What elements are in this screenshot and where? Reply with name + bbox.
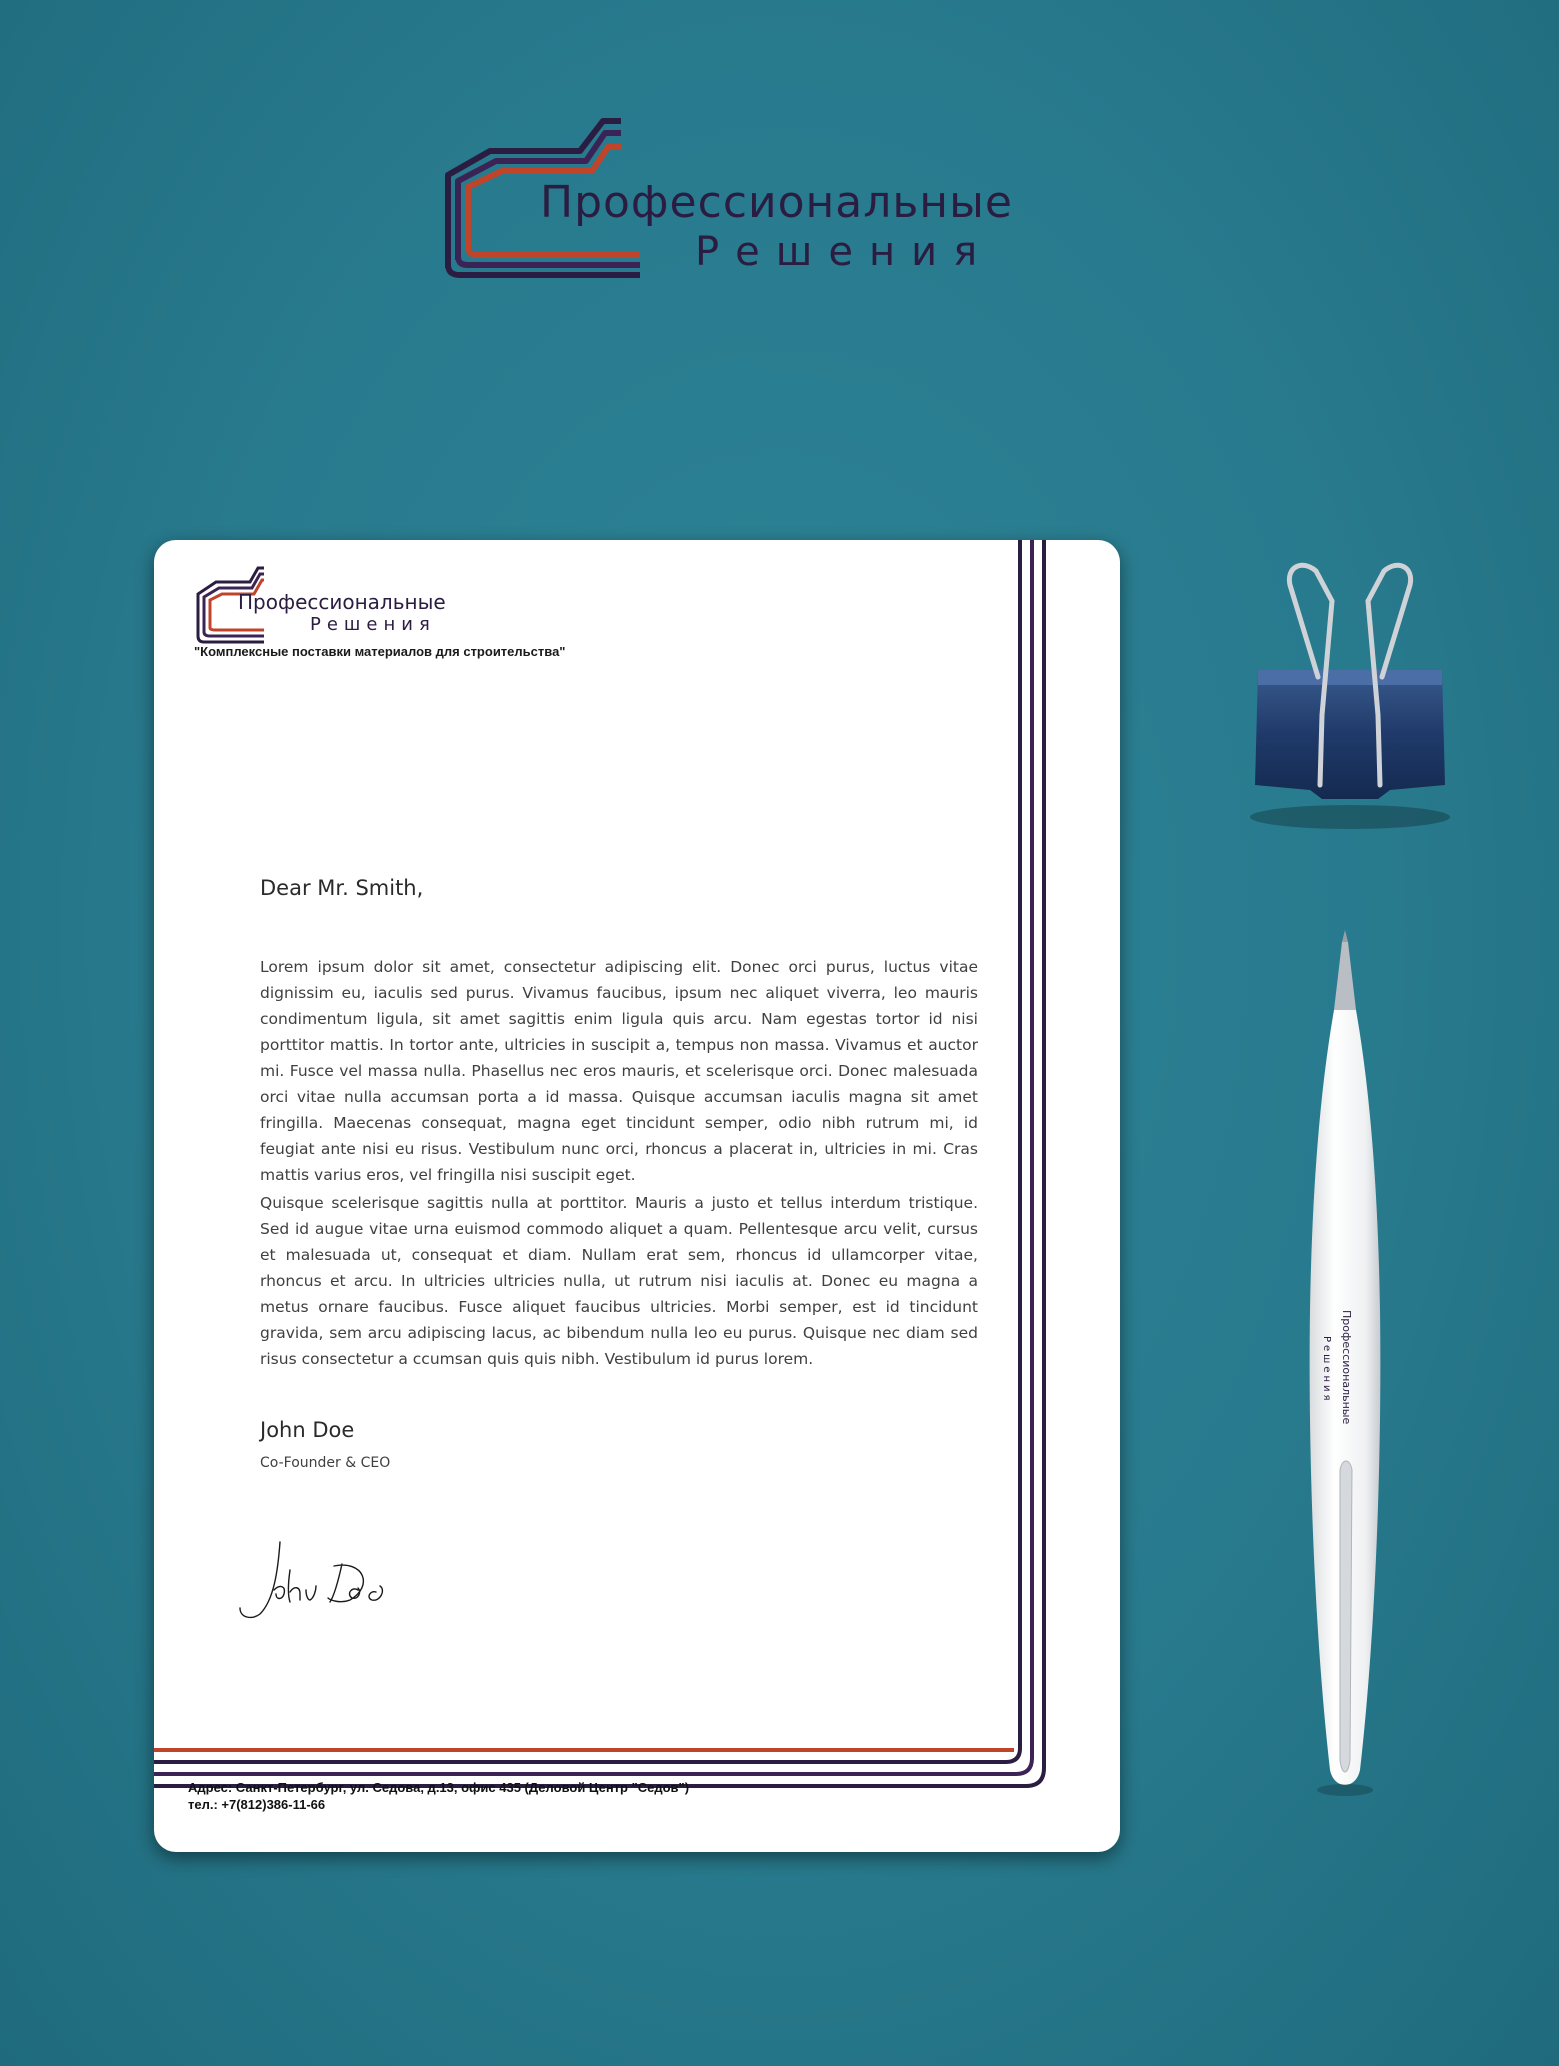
sheet-brand-line1: Профессиональные [238, 590, 446, 614]
signer-role: Co-Founder & CEO [260, 1455, 391, 1471]
pen-logo [1321, 1270, 1370, 1440]
brand-name-line2: Решения [695, 229, 994, 275]
signer-name: John Doe [260, 1418, 355, 1442]
letter-paragraph-2: Quisque scelerisque sagittis nulla at porttitor. Mauris a justo et tellus interdum tristique. Sed id augue vitae urna euismod commodo aliquet a quam. Pellentesque arcu velit, cursus et malesuada ut, consequat et diam. Nullam erat sem, rhoncus id ullamcorper vitae, rhoncus et arcu. In ultricies ultricies nulla, ut rutrum nisi iaculis at. Donec eu magna a metus ornare faucibus. Fusce aliquet faucibus ultricies. Morbi semper, est id tincidunt gravida, sem arcu adipiscing lacus, ac bibendum nulla leo eu purus. Quisque nec diam sed risus consectetur a ccumsan quis quis nibh. Vestibulum id purus lorem. [260, 1194, 978, 1368]
binder-clip-icon [1240, 555, 1460, 855]
hero-logo [440, 115, 1160, 285]
letter-paragraph-1: Lorem ipsum dolor sit amet, consectetur adipiscing elit. Donec orci purus, luctus vitae dignissim eu, iaculis sed purus. Vivamus faucibus, ipsum nec aliquet viverra, leo mauris condimentum ligula, sit amet sagittis enim ligula quis arcu. Nam egestas tortor id nisi porttitor mattis. In tortor ante, ultricies in suscipit a, tempus non massa. Vivamus et auctor mi. Fusce vel massa nulla. Phasellus nec eros mauris, et scelerisque orci. Donec malesuada orci vitae nulla accumsan porta a id massa. Quisque accumsan iaculis magna sit amet fringilla. Maecenas consequat, magna eget tincidunt semper, odio nibh rutrum mi, id feugiat ante nisi eu risus. Vestibulum nunc orci, rhoncus a placerat in, ultricies in mi. Cras mattis varius eros, vel fringilla nisi suscipit eget. [260, 958, 978, 1184]
brand-tagline: "Комплексные поставки материалов для строительства" [194, 644, 566, 659]
pen-brand-line2: Решения [1321, 1336, 1332, 1404]
letterhead-sheet [154, 540, 1120, 1852]
letter-greeting: Dear Mr. Smith, [260, 876, 424, 900]
footer-phone: тел.: +7(812)386-11-66 [188, 1797, 326, 1812]
handwritten-signature [234, 1530, 434, 1630]
pen-icon [1300, 930, 1390, 1810]
sheet-logo [194, 564, 614, 644]
footer-address: Адрес: Санкт-Петербург, ул. Седова, д.13, офис 435 (Деловой Центр "Седов") [188, 1780, 690, 1795]
pen-brand-line1: Профессиональные [1340, 1310, 1353, 1425]
brand-name-line1: Профессиональные [540, 177, 1013, 228]
sheet-brand-line2: Решения [310, 614, 436, 635]
